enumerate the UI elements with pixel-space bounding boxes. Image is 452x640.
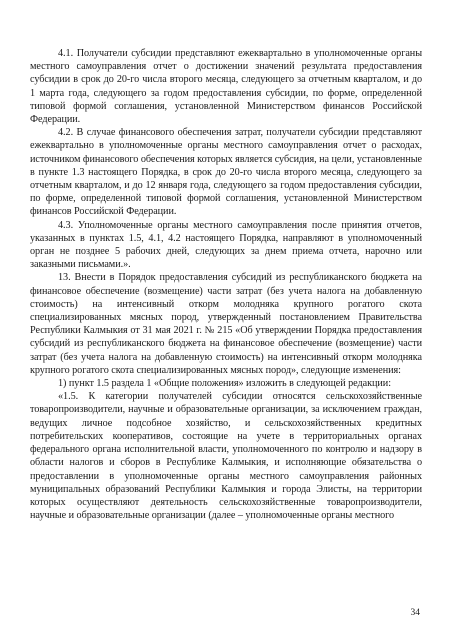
paragraph-4-2: 4.2. В случае финансового обеспечения затрат, получатели субсидии представляют ежеквартально в уполномоченные органы местного самоуправления отчет о расходах, источником финансового обеспечения которых является субсидия, на цели, установленные в пункте 1.3 настоящего Порядка, в срок до 20-го числа второго месяца, следующего за отчетным кварталом, и до 12 января года, следующего за годом предоставления субсидии, по форме, определенной типовой формой соглашения, установленной Министерством финансов Российской Федерации. (30, 127, 422, 218)
paragraph-1-5: «1.5. К категории получателей субсидии относятся сельскохозяйственные товаропроизводители, научные и образовательные организации, за исключением граждан, ведущих личное подсобное хозяйство, и сельскохозяйственных кредитных потребительских кооперативов, состоящие на учете в территориальных органах федерального органа исполнительной власти, уполномоченного по контролю и надзору в области налогов и сборов в Республике Калмыкия, и исполняющие обязательства о предоставлении в уполномоченные органы местного самоуправления районных муниципальных образований Республики Калмыкия и города Элисты, на территории которых осуществляют деятельность сельскохозяйственные товаропроизводители, научные и образовательные организации (далее – уполномоченные органы местного (30, 391, 422, 522)
paragraph-4-1: 4.1. Получатели субсидии представляют ежеквартально в уполномоченные органы местного самоуправления отчет о достижении значений результата предоставления субсидии в срок до 20-го числа второго месяца, следующего за отчетным кварталом, и до 1 марта года, следующего за годом предоставления субсидии, по форме, определенной типовой формой соглашения, установленной Министерством финансов Российской Федерации. (30, 48, 422, 126)
paragraph-item-1: 1) пункт 1.5 раздела 1 «Общие положения» изложить в следующей редакции: (58, 378, 391, 390)
paragraph-13: 13. Внести в Порядок предоставления субсидий из республиканского бюджета на финансовое обеспечение (возмещение) части затрат (без учета налога на добавленную стоимость) на интенсивный откорм молодняка крупного рогатого скота специализированных мясных пород, утвержденный постановлением Правительства Республики Калмыкия от 31 мая 2021 г. № 215 «Об утверждении Порядка предоставления субсидий из республиканского бюджета на финансовое обеспечение (возмещение) части затрат (без учета налога на добавленную стоимость) на интенсивный откорм молодняка крупного рогатого скота специализированных мясных пород», следующие изменения: (30, 272, 422, 376)
page-number: 34 (410, 608, 420, 618)
paragraph-4-3: 4.3. Уполномоченные органы местного самоуправления после принятия отчетов, указанных в пунктах 1.5, 4.1, 4.2 настоящего Порядка, направляют в уполномоченный орган не позднее 5 рабочих дней, следующих за днем приема отчета, нарочно или заказными письмами.». (30, 219, 422, 271)
